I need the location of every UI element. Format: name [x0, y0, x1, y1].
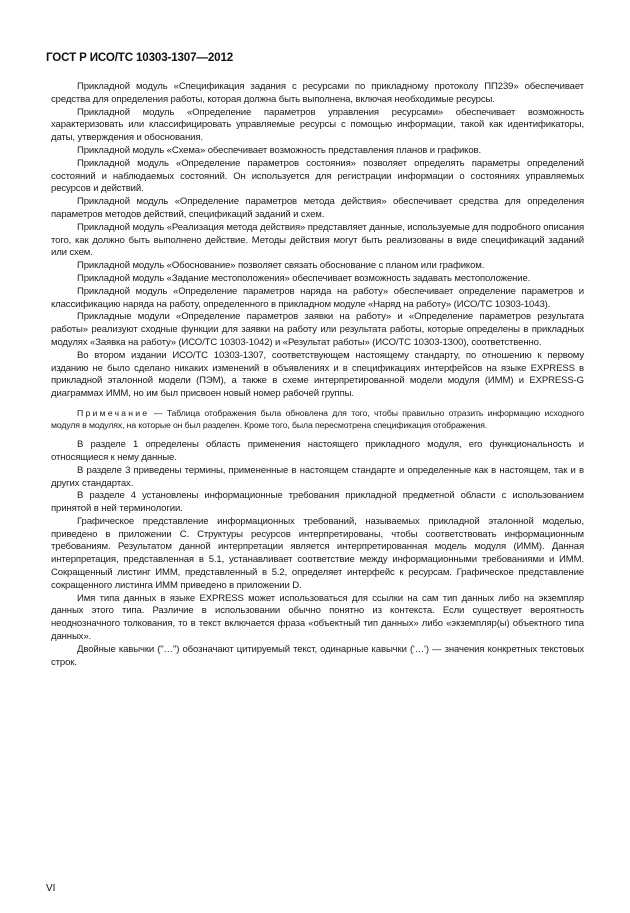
page-body: [51, 81, 584, 669]
paragraph: В разделе 1 определены область применения настоящего прикладного модуля, его функциональность и относящиеся к нему данные.: [51, 439, 584, 463]
paragraph: Прикладной модуль «Схема» обеспечивает возможность представления планов и графиков.: [77, 144, 482, 156]
paragraph: Прикладной модуль «Спецификация задания с ресурсами по прикладному протоколу ПП239» обеспечивает средства для определения работы, которая должна быть выполнена, включая необходимые ресурсы.: [51, 81, 584, 105]
paragraph: Прикладной модуль «Определение параметров наряда на работу» обеспечивает определение параметров и классификацию наряда на работу, определенного в прикладном модуле «Наряд на работу» (ИСО/ТС 10303-1043).: [51, 285, 584, 310]
paragraph: В разделе 4 установлены информационные требования прикладной предметной области с использованием принятой в ней терминологии.: [51, 490, 584, 515]
paragraph: Имя типа данных в языке EXPRESS может использоваться для ссылки на сам тип данных либо на экземпляр данных этого типа. Различие в использовании обычно понятно из контекста. Если существует вероятность неоднозначного толкования, то в текст включается фраза «объектный тип данных» либо «экземпляр(ы) объектного типа данных».: [51, 592, 584, 643]
paragraph: В разделе 3 приведены термины, примененные в настоящем стандарте и определенные как в настоящем, так и в других стандартах.: [51, 464, 584, 489]
paragraph: Графическое представление информационных требований, называемых прикладной эталонной моделью, приведено в приложении С. Структуры ресурсов интерпретированы, чтобы соответствовать информационным требованиям. Результатом данной интерпретации является интерпретированная модель модуля (ИММ). Данная интерпретация, представленная в 5.1, устанавливает соответствие между информационными требованиями и ИММ. Сокращенный листинг ИММ, представленный в 5.2, определяет интерфейс к ресурсам. Графическое представление сокращенного листинга ИММ приведено в приложении D.: [51, 515, 584, 591]
note: [51, 408, 584, 431]
paragraph: Прикладной модуль «Определение параметров управления ресурсами» обеспечивает возможность характеризовать или классифицировать управляемые ресурсы с помощью информации, такой как идентификаторы, даты, утверждения и обоснования.: [51, 106, 584, 144]
paragraph: Прикладной модуль «Определение параметров состояния» позволяет определять параметры определений состояний и наблюдаемых состояний. Он используется для регистрации информации о состояниях управляемых ресурсов и действий.: [51, 157, 584, 195]
page-header-standard-title: ГОСТ Р ИСО/ТС 10303-1307—2012: [46, 51, 234, 64]
paragraph: Прикладные модули «Определение параметров заявки на работу» и «Определение параметров результата работы» реализуют сходные функции для заявки на работу или результата работы, которые определены в прикладных модулях «Заявка на работу» (ИСО/ТС 10303-1042) и «Результат работы» (ИСО/ТС 10303-1300), соответственно.: [51, 311, 584, 348]
paragraph: Прикладной модуль «Задание местоположения» обеспечивает возможность задавать местоположение.: [77, 272, 531, 284]
paragraph: Прикладной модуль «Реализация метода действия» представляет данные, используемые для подробного описания того, как должно быть выполнено действие. Методы действия могут быть реализованы в виде спецификаций заданий или схем.: [51, 221, 584, 259]
note-label: Примечание: [77, 407, 150, 418]
paragraph: Во втором издании ИСО/ТС 10303-1307, соответствующем настоящему стандарту, по отношению к первому изданию не было сделано никаких изменений в объявлениях и в спецификациях интерфейсов на языке EXPRESS в прикладной эталонной модели (ПЭМ), а также в схеме интерпретированной модели модуля (ИММ) и EXPRESS-G диаграммах ИММ, но им был присвоен новый номер рабочей группы.: [51, 349, 584, 400]
paragraph: Прикладной модуль «Определение параметров метода действия» обеспечивает средства для определения параметров методов действий, спецификаций заданий и схем.: [51, 196, 584, 220]
paragraph: Прикладной модуль «Обоснование» позволяет связать обоснование с планом или графиком.: [77, 260, 485, 272]
paragraph: Двойные кавычки ("…") обозначают цитируемый текст, одинарные кавычки ('…') — значения конкретных текстовых строк.: [51, 643, 584, 668]
page-number: VI: [46, 883, 56, 894]
note-text: — Таблица отображения была обновлена для того, чтобы правильно отразить информацию исходного модуля в модулях, на которые он был разделен. Кроме того, была пересмотрена спецификация отображения.: [51, 407, 584, 430]
